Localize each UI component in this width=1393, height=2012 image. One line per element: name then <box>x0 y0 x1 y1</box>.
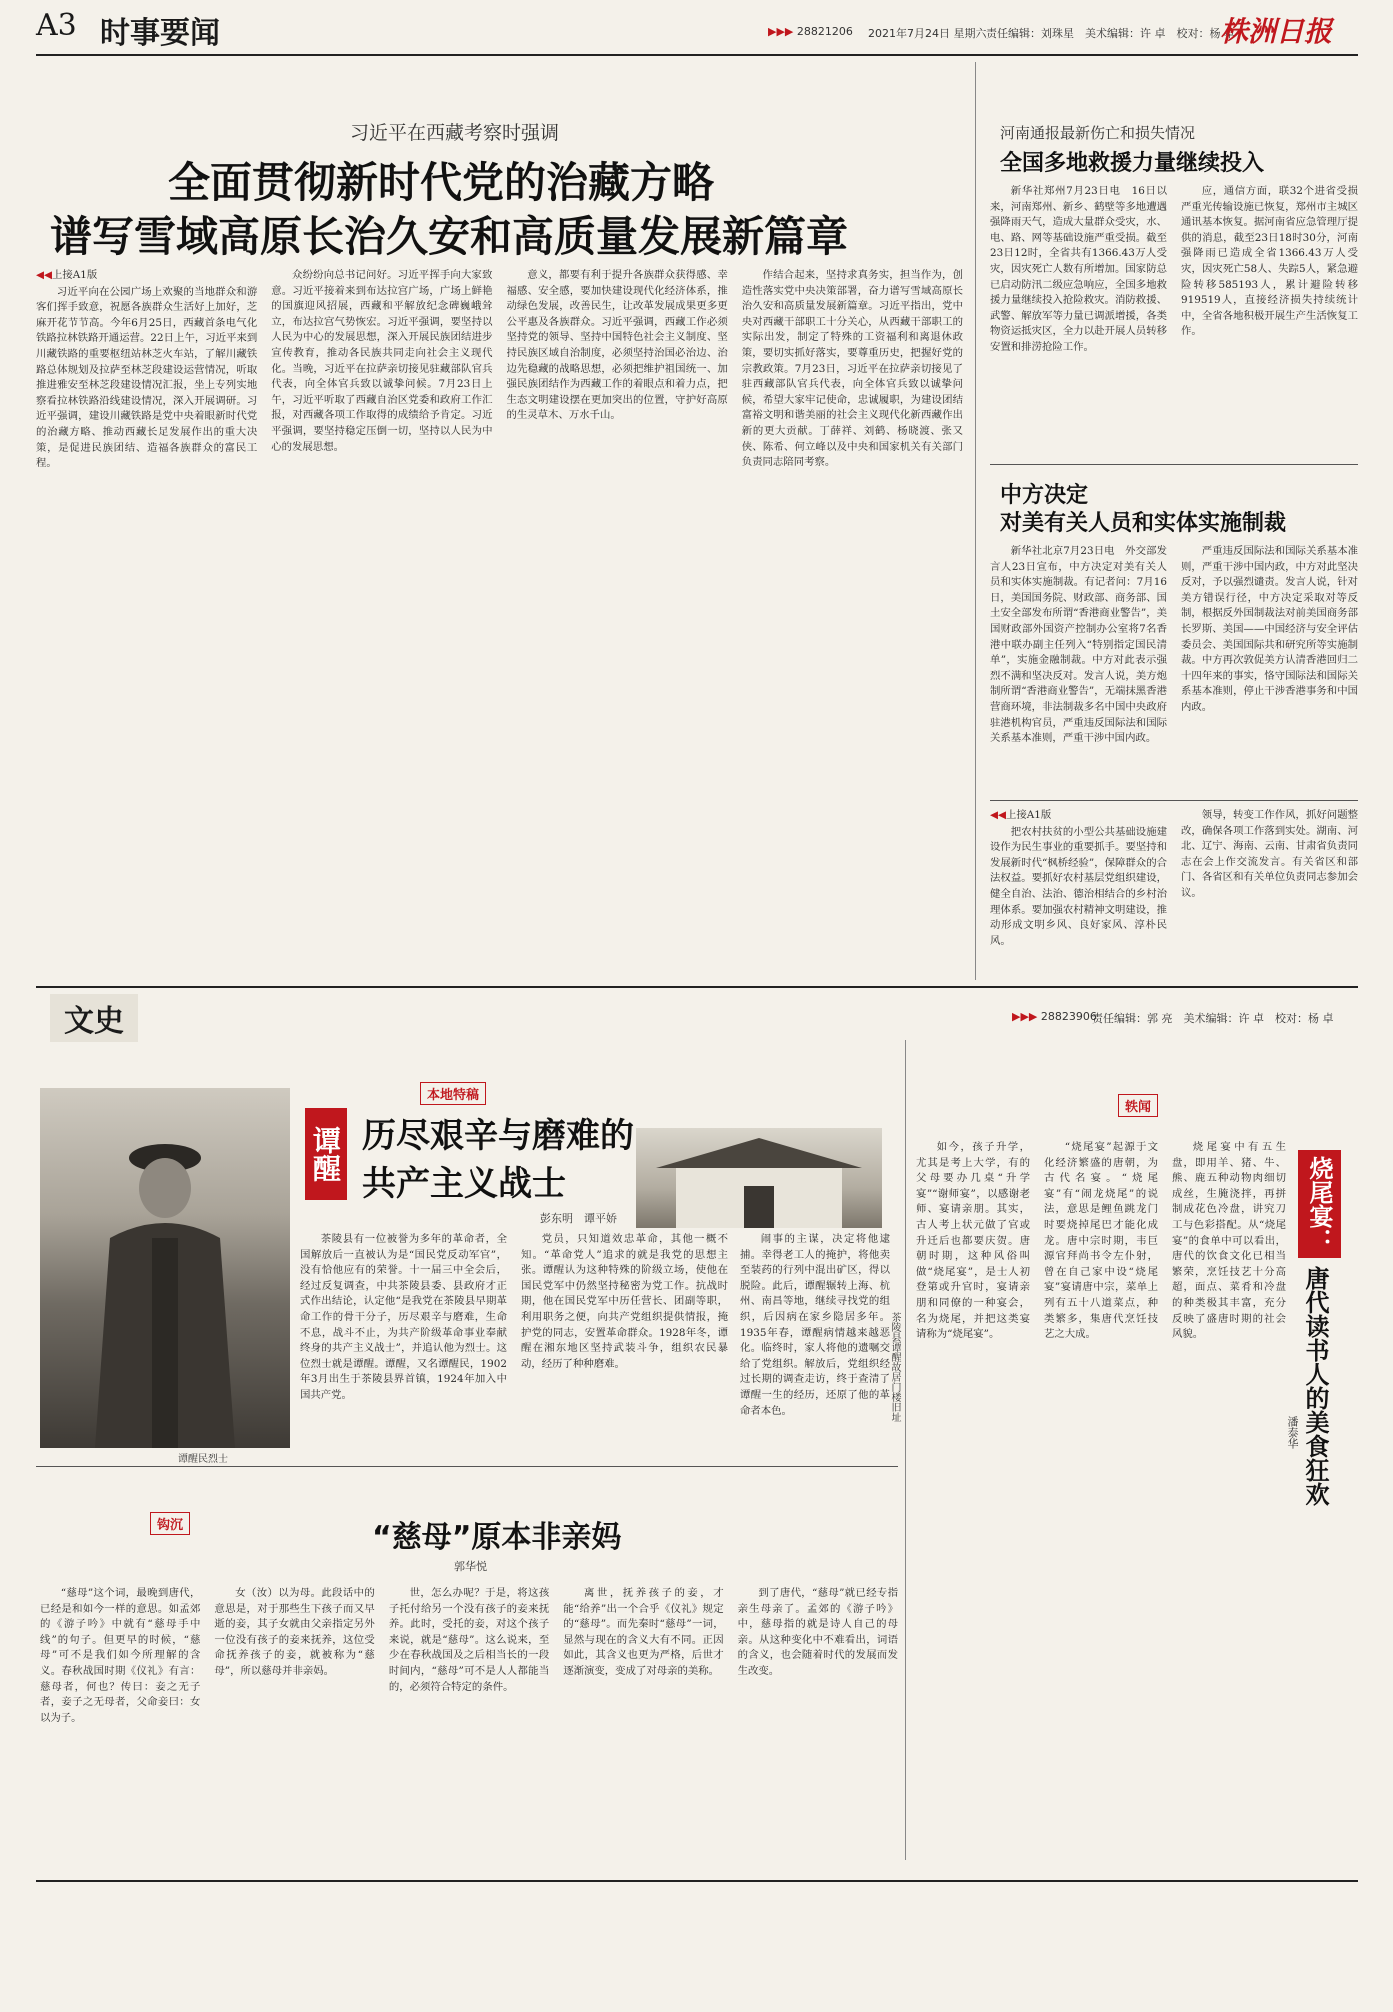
footer-rule <box>36 1880 1358 1882</box>
henan-title: 全国多地救援力量继续投入 <box>1000 151 1265 176</box>
wenshi-col3: 闹事的主谋，决定将他逮捕。幸得老工人的掩护，将他卖至装药的行列中混出矿区，得以脱险。此后，谭醒辗转上海、杭州、南昌等地，继续寻找党的组织，后因病在家乡隐居多年。1935年春，谭醒病情越来越恶化。临终时，家人将他的遗嘱交给了党组织。解放后，党组织经过长期的调查走访，终于查清了谭醒一生的经历，还原了他的革命者本色。 <box>740 1233 890 1417</box>
section-divider <box>990 800 1358 801</box>
cimu-byline: 郭华悦 <box>454 1560 487 1573</box>
issue-date: 2021年7月24日 星期六 <box>868 27 987 40</box>
lead-title-line2: 谱写雪域高原长治久安和高质量发展新篇章 <box>50 212 849 261</box>
anecdote-col1: 如今，孩子升学，尤其是考上大学，有的父母要办几桌“升学宴”“谢师宴”，以感谢老师、宴请亲朋。其实，古人考上状元做了官或升迁后也都要庆贺。唐朝时期，这种风俗叫做“烧尾宴”，是士人初登第或升官时，宴请亲朋和同僚的一种宴会，名为烧尾，并把这类宴请称为“烧尾宴”。 <box>916 1141 1030 1341</box>
continued-body <box>990 808 1358 980</box>
wenshi-byline: 彭东明 谭平娇 <box>540 1212 617 1225</box>
wenshi-issue: ▶▶▶ 28823906 <box>1012 1010 1097 1023</box>
soldier-figure-icon <box>40 1088 290 1448</box>
column-divider <box>905 1040 906 1860</box>
page-header <box>0 0 1393 52</box>
source-icon: ◀◀ <box>990 809 1006 821</box>
anecdote-col3: 烧尾宴中有五生盘，即用羊、猪、牛、熊、鹿五种动物肉细切成丝，生腌浇拌，再拼制成花色冷盘，讲究刀工与色彩搭配。从“烧尾宴”的食单中可以看出，唐代的饮食文化已相当繁荣，烹饪技艺十分高超，面点、菜肴和冷盘的种类极其丰富，充分反映了盛唐时期的社会风貌。 <box>1172 1141 1286 1341</box>
continued-source: ◀◀上接A1版 <box>990 809 1052 821</box>
sanction-title-line1: 中方决定 <box>1000 483 1089 508</box>
continued-col2: 领导，转变工作作风，抓好问题整改，确保各项工作落到实处。湖南、河北、辽宁、海南、云南、甘肃省负责同志在会上作交流发言。有关省区和部门、各省区和有关单位负责同志参加会议。 <box>1181 809 1358 899</box>
lead-body <box>36 268 963 983</box>
sanction-title-line2: 对美有关人员和实体实施制裁 <box>1000 511 1287 536</box>
anecdote-col2: “烧尾宴”起源于文化经济繁盛的唐朝，为古代名宴。“烧尾宴”有“闹龙烧尾”的说法，意思是鲤鱼跳龙门时要烧掉尾巴才能化成龙。唐中宗时期，韦巨源官拜尚书令左仆射，曾在自己家中设“烧尾宴”宴请唐中宗，菜单上列有五十八道菜点，种类繁多，集唐代烹饪技艺之大成。 <box>1044 1141 1158 1341</box>
lead-title-line1: 全面贯彻新时代党的治藏方略 <box>168 158 715 207</box>
newspaper-logo: 株洲日报 <box>1220 15 1333 48</box>
continued-col1: 把农村扶贫的小型公共基础设施建设作为民生事业的重要抓手。要坚持和发展新时代“枫桥经验”，保障群众的合法权益。要抓好农村基层党组织建设，健全自治、法治、德治相结合的乡村治理体系。要加强农村精神文明建设，推动形成文明乡风、良好家风、淳朴民风。 <box>990 825 1167 947</box>
issue-number: ▶▶▶ 28821206 <box>768 25 853 38</box>
henan-kicker: 河南通报最新伤亡和损失情况 <box>1000 124 1196 142</box>
sanction-col2: 严重违反国际法和国际关系基本准则，严重干涉中国内政，中方对此坚决反对，予以强烈谴责。发言人说，针对美方错误行径，中方决定采取对等反制，根据反外国制裁法对前美国商务部长罗斯、美国——中国经济与安全评估委员会、美国国际共和研究所等实施制裁。中方再次敦促美方认清香港回归二十四年来的事实，恪守国际法和国际关系基本准则，停止干涉香港事务和中国内政。 <box>1181 545 1358 713</box>
lead-kicker: 习近平在西藏考察时强调 <box>350 122 560 144</box>
lead-col4: 作结合起来，坚持求真务实，担当作为，创造性落实党中央决策部署，奋力谱写雪域高原长治久安和高质量发展新篇章。习近平指出，党中央对西藏干部职工十分关心，从西藏干部职工的实际出发，制定了特殊的工资福利和离退休政策，要切实抓好落实，要尊重历史，把握好党的宗教政策。7月23日，习近平在拉萨亲切接见了驻西藏部队官兵代表，向全体官兵致以诚挚问候，希望大家牢记使命，忠诚履职，为建设团结富裕文明和谐美丽的社会主义现代化新西藏作出新的更大贡献。丁薛祥、刘鹤、杨晓渡、张又侠、陈希、何立峰以及中央和国家机关有关部门负责同志陪同考察。 <box>741 269 963 469</box>
henan-body <box>990 184 1358 454</box>
section-rule <box>36 986 1358 988</box>
wenshi-body <box>300 1232 728 1456</box>
cimu-col1: “慈母”这个词，最晚到唐代，已经是和如今一样的意思。如孟郊的《游子吟》中就有“慈母手中线”的句子。但更早的时候，“慈母”可不是我们如今所理解的含义。春秋战国时期《仪礼》有言：慈母者，何也？传曰：妾之无子者，妾子之无母者，父命妾曰：女以为子。 <box>40 1587 201 1724</box>
wenshi-col2: 党员，只知道效忠革命，其他一概不知。“革命党人”追求的就是我党的思想主张。谭醒认为这种特殊的阶级立场，使他在国民党军中仍然坚持秘密为党工作。抗战时期，他在国民党军中历任营长、团副等职，利用职务之便，向共产党组织提供情报，掩护党的同志，安置革命群众。1928年冬，谭醒在湘东地区坚持武装斗争，组织农民暴动，经历了种种磨难。 <box>521 1233 728 1370</box>
local-feature-tag: 本地特稿 <box>420 1082 486 1105</box>
wenshi-editors: 责任编辑：郭 亮 美术编辑：许 卓 校对：杨 卓 <box>1092 1012 1334 1025</box>
header-editors: 责任编辑：刘珠星 美术编辑：许 卓 校对：杨 卓 <box>986 27 1235 40</box>
cimu-col3: 世，怎么办呢？于是，将这孩子托付给另一个没有孩子的妾来抚养。此时，受托的妾，对这个孩子来说，就是“慈母”。这么说来，至少在春秋战国及之后相当长的一段时间内，“慈母”可不是人人都能当的，必须符合特定的条件。 <box>388 1587 550 1693</box>
anecdote-title: 唐代读书人的美食狂欢 <box>1301 1266 1329 1506</box>
subject-name-box: 谭醒 <box>305 1108 347 1200</box>
wenshi-col3-box <box>740 1232 890 1446</box>
cimu-body <box>40 1586 898 1866</box>
wenshi-title-line2: 共产主义战士 <box>362 1164 566 1204</box>
header-rule <box>36 54 1358 56</box>
section-divider <box>36 1466 898 1467</box>
lead-col3: 意义，都要有利于提升各族群众获得感、幸福感、安全感，要加快建设现代化经济体系，推动绿色发展，改善民生，让改革发展成果更多更公平惠及各族群众。习近平强调，西藏工作必须坚持党的领导、坚持中国特色社会主义制度、坚持民族区域自治制度，必须坚持治国必治边、治边先稳藏的战略思想，必须把维护祖国统一、加强民族团结作为西藏工作的着眼点和着力点，把生态文明建设摆在更加突出的位置，守护好高原的生灵草木、万水千山。 <box>506 269 728 422</box>
henan-col1: 新华社郑州7月23日电 16日以来，河南郑州、新乡、鹤壁等多地遭遇强降雨天气，造成大量群众受灾，水、电、路、网等基础设施严重受损。截至23日12时，全省共有1366.43万人受灾，因灾死亡人数有所增加。国家防总已启动防汛二级应急响应，全国多地救援力量继续投入抢险救灾。消防救援、武警、解放军等力量已调派增援，各类物资运抵灾区，全力以赴开展人员转移安置和排涝抢险工作。 <box>990 185 1167 353</box>
page-number: A3 <box>36 8 77 43</box>
page-section-title: 时事要闻 <box>100 16 220 51</box>
cimu-title: “慈母”原本非亲妈 <box>372 1520 622 1555</box>
residence-photo-caption: 茶陵县谭醒故居门楼旧址 <box>889 1312 900 1422</box>
sanction-body <box>990 544 1358 794</box>
sanction-col1: 新华社北京7月23日电 外交部发言人23日宣布，中方决定对美有关人员和实体实施制裁。有记者问：7月16日，美国国务院、财政部、商务部、国土安全部发布所谓“香港商业警告”，美国财政部外国资产控制办公室将7名香港中联办副主任列入“特别指定国民清单”，实施金融制裁。中方对此表示强烈不满和坚决反对。发言人说，美方炮制所谓“香港商业警告”，无端抹黑香港营商环境，非法制裁多名中国中央政府驻港机构官员，严重违反国际法和国际关系基本准则，严重干涉中国内政。 <box>990 545 1167 745</box>
anecdote-tag: 轶闻 <box>1118 1094 1158 1117</box>
cimu-col4: 离世，抚养孩子的妾，才能“给养”出一个合乎《仪礼》规定的“慈母”。而先秦时“慈母”一词，显然与现在的含义大有不同。正因如此，其含义也更为严格，后世才逐渐演变，变成了对母亲的美称。 <box>563 1587 724 1677</box>
anecdote-body <box>916 1140 1286 1860</box>
cimu-col2: 女（汝）以为母。此段话中的意思是，对于那些生下孩子而又早逝的妾，其子女就由父亲指定另外一位没有孩子的妾来抚养，这位受命抚养孩子的妾，就被称为“慈母”，所以慈母并非亲妈。 <box>214 1587 375 1677</box>
lead-source: ◀◀上接A1版 <box>36 269 98 281</box>
anecdote-author: 潘泰华 <box>1286 1416 1299 1449</box>
gatehouse-icon <box>636 1128 882 1228</box>
anecdote-kicker: 烧尾宴： <box>1298 1150 1341 1258</box>
anecdote-vertical-title <box>1298 1150 1356 1710</box>
henan-col2: 应，通信方面，联32个进省受损严重光传输设施已恢复，郑州市主城区通讯基本恢复。据河南省应急管理厅提供的消息，截至23日18时30分，河南强降雨已造成全省1366.43万人受灾，因灾死亡58人、失踪5人，紧急避险转移585193人，累计避险转移919519人，直接经济损失持续统计中，全省各地积极开展生产生活恢复工作。 <box>1181 185 1358 338</box>
cimu-col5: 到了唐代，“慈母”就已经专指亲生母亲了。孟郊的《游子吟》中，慈母指的就是诗人自己的母亲。从这种变化中不难看出，词语的含义，也会随着时代的发展而发生改变。 <box>737 1587 899 1677</box>
history-tag: 钩沉 <box>150 1512 190 1535</box>
wenshi-col1: 茶陵县有一位被誉为多年的革命者，全国解放后一直被认为是“国民党反动军官”，没有恰他应有的荣誉。十一届三中全会后，经过反复调查，中共茶陵县委、县政府才正式作出结论，认定他“是我党在茶陵县早期革命工作的骨干分子，历尽艰辛与磨难，生命不息，战斗不止，为共产阶级革命事业奉献终身的共产主义战士”，并追认他为烈士。这位烈士就是谭醒。谭醒，又名谭醒民，1902年3月出生于茶陵县界首镇，1924年加入中国共产党。 <box>300 1233 507 1401</box>
wenshi-section-label: 文史 <box>50 994 138 1042</box>
wenshi-title-line1: 历尽艰辛与磨难的 <box>362 1116 634 1156</box>
former-residence-photo <box>636 1128 882 1228</box>
martyr-portrait <box>40 1088 290 1448</box>
arrow-icon: ▶▶▶ <box>768 25 794 38</box>
column-divider <box>975 62 976 980</box>
lead-col1: 习近平向在公园广场上欢聚的当地群众和游客们挥手致意，祝愿各族群众生活好上加好，芝麻开花节节高。今年6月25日，西藏首条电气化铁路拉林铁路开通运营。22日上午，习近平来到川藏铁路的重要枢纽站林芝火车站，了解川藏铁路总体规划及拉萨至林芝段建设运营情况，听取推进雅安至林芝段建设情况汇报，坐上专列实地察看拉林铁路沿线建设情况，深入开展调研。习近平强调，建设川藏铁路是党中央着眼新时代党的治藏方略、推动西藏长足发展作出的重大决策，是促进民族团结、造福各族群众的富民工程。 <box>36 285 258 470</box>
section-divider <box>990 464 1358 465</box>
lead-col2: 众纷纷向总书记问好。习近平挥手向大家致意。习近平接着来到布达拉宫广场，广场上鲜艳的国旗迎风招展，西藏和平解放纪念碑巍峨耸立，布达拉宫气势恢宏。习近平强调，要坚持以人民为中心的发展思想，深入开展民族团结进步宣传教育，推动各民族共同走向社会主义现代化。当晚，习近平在拉萨亲切接见驻藏部队官兵代表，向全体官兵致以诚挚问候。7月23日上午，习近平听取了西藏自治区党委和政府工作汇报，对西藏各项工作取得的成绩给予肯定。习近平强调，要坚持稳定压倒一切，坚持以人民为中心的发展思想。 <box>271 269 493 453</box>
portrait-caption: 谭醒民烈士 <box>178 1454 228 1465</box>
source-icon: ◀◀ <box>36 269 52 281</box>
arrow-icon: ▶▶▶ <box>1012 1010 1038 1023</box>
